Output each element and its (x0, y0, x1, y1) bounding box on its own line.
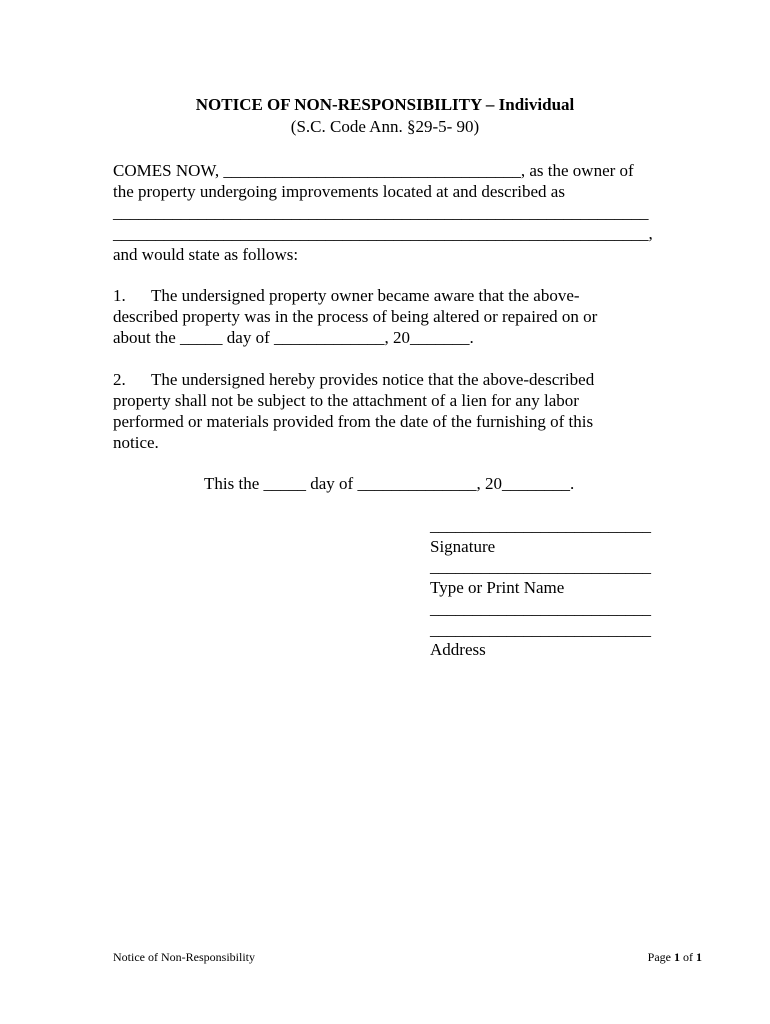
signature-blank: __________________________ (430, 516, 651, 535)
footer-page-number (648, 950, 702, 964)
address-blank-2: __________________________ (430, 620, 651, 639)
address-blank-1: __________________________ (430, 599, 651, 618)
page-total: 1 (696, 950, 702, 964)
footer-document-name: Notice of Non-Responsibility (113, 950, 255, 964)
intro-blank-line-1: _______________________________________________________________ (113, 203, 649, 222)
intro-line-1: COMES NOW, ___________________________________, as the owner of (113, 161, 634, 180)
intro-line-2: the property undergoing improvements located at and described as (113, 182, 565, 201)
paragraph-2-line-1: 2. The undersigned hereby provides notice that the above-described (113, 370, 595, 389)
page-current: 1 (674, 950, 680, 964)
page-of: of (680, 950, 696, 964)
paragraph-1-line-2: described property was in the process of being altered or repaired on or (113, 307, 598, 326)
page-prefix: Page (647, 950, 674, 964)
paragraph-2-line-3: performed or materials provided from the date of the furnishing of this (113, 412, 594, 431)
paragraph-2-line-2: property shall not be subject to the attachment of a lien for any labor (113, 391, 579, 410)
paragraph-1-line-3: about the _____ day of _____________, 20_______. (113, 328, 474, 347)
address-label: Address (430, 640, 486, 659)
intro-blank-line-2: _______________________________________________________________, (113, 224, 653, 243)
print-name-blank: __________________________ (430, 557, 651, 576)
intro-line-5: and would state as follows: (113, 245, 299, 264)
paragraph-1-line-1: 1. The undersigned property owner became aware that the above- (113, 286, 580, 305)
print-name-label: Type or Print Name (430, 578, 565, 597)
statute-citation: (S.C. Code Ann. §29-5- 90) (290, 117, 480, 136)
signature-label: Signature (430, 537, 496, 556)
paragraph-2-line-4: notice. (113, 433, 159, 452)
date-line: This the _____ day of ______________, 20________. (204, 474, 575, 493)
document-title: NOTICE OF NON-RESPONSIBILITY – Individual (195, 95, 575, 114)
